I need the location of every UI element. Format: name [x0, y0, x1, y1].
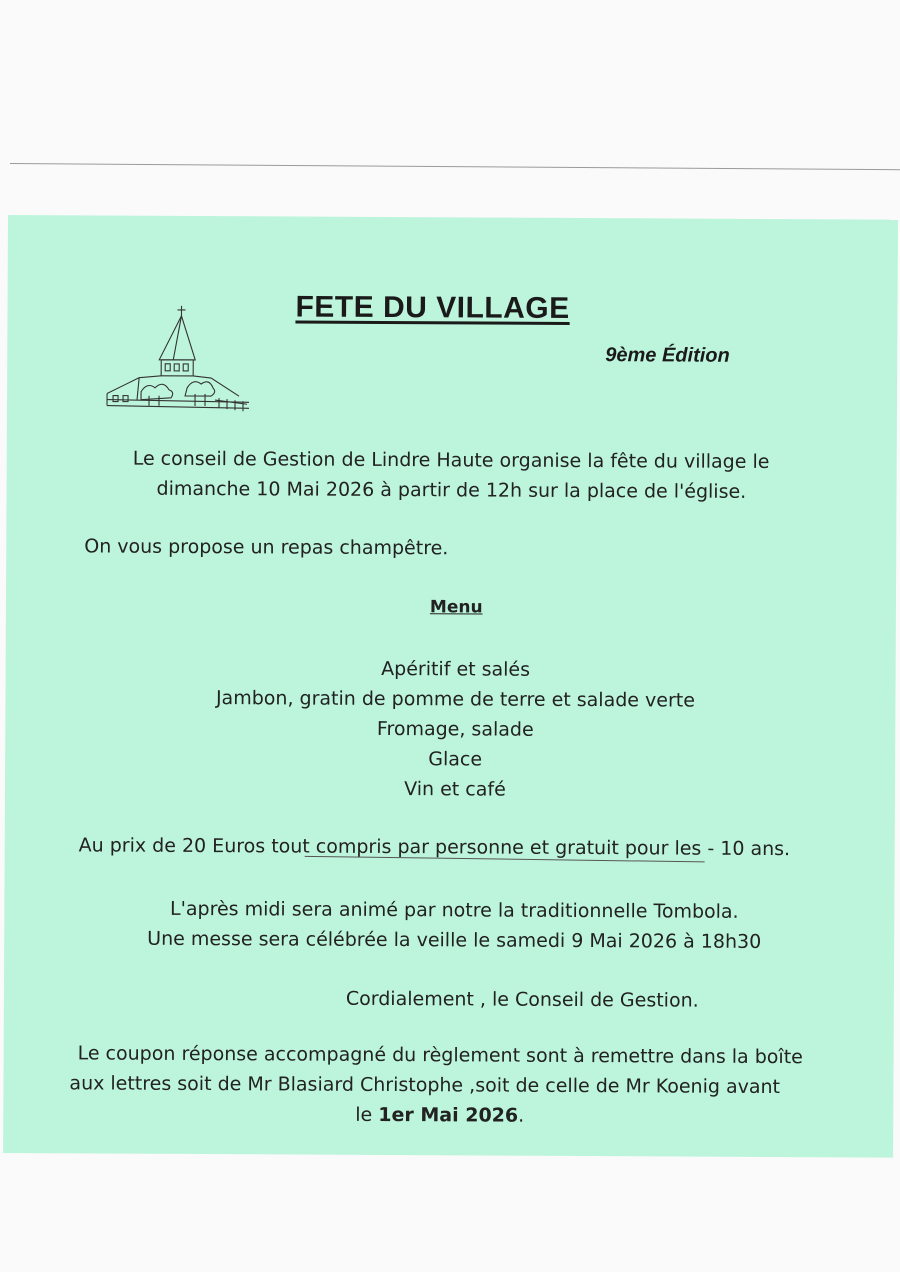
meal-proposal: On vous propose un repas champêtre. [84, 535, 449, 560]
edition-label: 9ème Édition [605, 344, 730, 367]
menu-item: Vin et café [404, 778, 506, 801]
closing-signature: Cordialement , le Conseil de Gestion. [345, 987, 699, 1012]
menu-item: Glace [428, 748, 483, 771]
flyer-title: FETE DU VILLAGE [295, 290, 570, 325]
menu-heading: Menu [429, 597, 483, 618]
coupon-deadline-prefix: le [355, 1103, 379, 1126]
intro-line-2: dimanche 10 Mai 2026 à partir de 12h sur la place de l'église. [156, 477, 747, 503]
price-info: Au prix de 20 Euros tout compris par personne et gratuit pour les - 10 ans. [78, 834, 791, 861]
menu-item: Jambon, gratin de pomme de terre et salade verte [215, 687, 695, 712]
coupon-deadline-date: 1er Mai 2026 [378, 1103, 519, 1127]
mass-info: Une messe sera célébrée la veille le samedi 9 Mai 2026 à 18h30 [147, 927, 762, 953]
church-illustration [99, 303, 250, 416]
coupon-line-1: Le coupon réponse accompagné du règlement sont à remettre dans la boîte [77, 1042, 803, 1069]
village-fete-flyer [3, 215, 898, 1158]
coupon-line-2: aux lettres soit de Mr Blasiard Christophe ,soit de celle de Mr Koenig avant [69, 1072, 781, 1099]
menu-item: Apéritif et salés [381, 657, 531, 681]
coupon-line-3 [355, 1100, 524, 1131]
intro-line-1: Le conseil de Gestion de Lindre Haute organise la fête du village le [132, 447, 770, 473]
menu-item: Fromage, salade [376, 717, 534, 741]
tombola-info: L'après midi sera animé par notre la traditionnelle Tombola. [170, 897, 739, 923]
scan-divider-line [10, 163, 900, 170]
coupon-deadline-suffix: . [518, 1104, 525, 1127]
